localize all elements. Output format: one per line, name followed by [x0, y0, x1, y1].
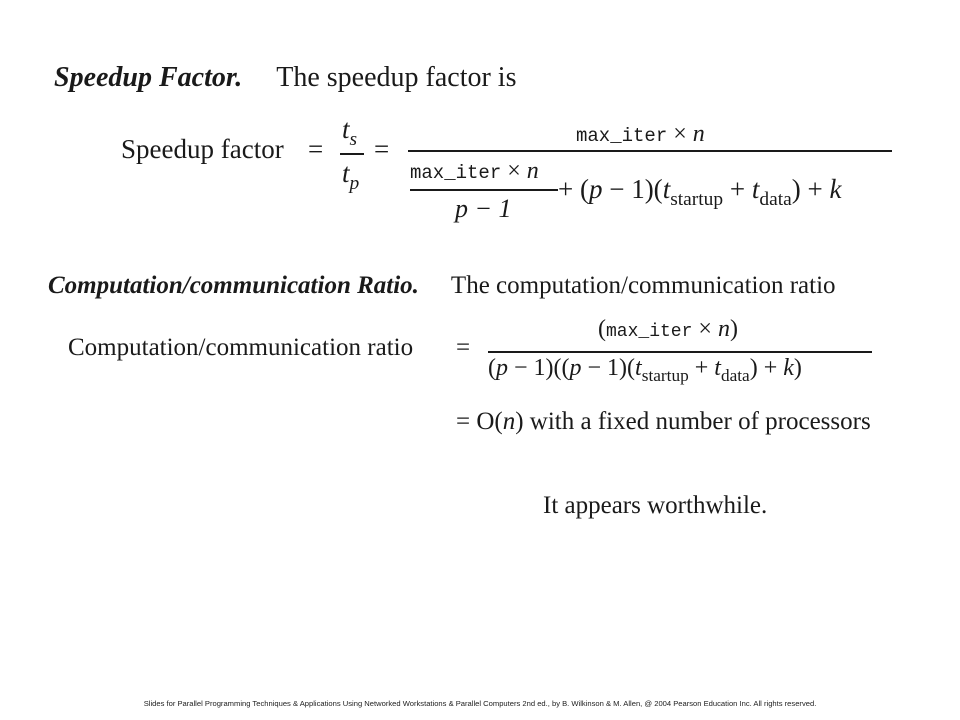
ratio-denominator: $(p - 1)((p - 1)(t_{startup} + t_{data}) + k)$: [488, 355, 802, 386]
ratio-intro: The computation/communication ratio: [450, 272, 836, 299]
ratio-lhs-label: Computation/communication ratio: [68, 334, 414, 361]
speedup-main-fraction-bar: [408, 150, 892, 152]
conclusion-text: It appears worthwhile.: [543, 492, 768, 519]
speedup-intro: The speedup factor is: [276, 62, 517, 93]
ratio-eq-sign: =: [456, 334, 471, 361]
ratio-heading-line: [48, 272, 836, 300]
speedup-heading-line: [54, 62, 516, 94]
big-o-statement: = O(n) with a fixed number of processors: [456, 408, 871, 435]
speedup-numerator: max_iter × n: [576, 121, 705, 147]
speedup-eq-sign-2: =: [374, 134, 390, 164]
speedup-eq-sign-1: =: [308, 134, 324, 164]
speedup-inner-numerator: max_iter × n: [410, 158, 539, 184]
ts-symbol: $t_s$: [342, 114, 358, 150]
ratio-fraction-bar: [488, 351, 872, 353]
ts-tp-fraction-bar: [340, 153, 364, 155]
speedup-denominator-rest: + $(p - 1)(t_{startup} + t_{data}) + k$: [558, 174, 842, 210]
speedup-inner-denominator: p − 1: [455, 194, 512, 223]
ratio-numerator: (max_iter × n): [598, 316, 738, 342]
speedup-lhs-label: Speedup factor: [121, 134, 284, 164]
footer-copyright: Slides for Parallel Programming Techniques & Applications Using Networked Workstations & Parallel Computers 2nd ed., by B. Wilkinson & M. Allen, @ 2004 Pearson Education Inc. All rights reserved.: [143, 699, 817, 708]
speedup-heading: Speedup Factor.: [54, 62, 243, 93]
speedup-inner-fraction-bar: [410, 189, 558, 191]
ratio-heading: Computation/communication Ratio.: [48, 272, 419, 299]
tp-symbol: $t_p$: [342, 158, 360, 194]
